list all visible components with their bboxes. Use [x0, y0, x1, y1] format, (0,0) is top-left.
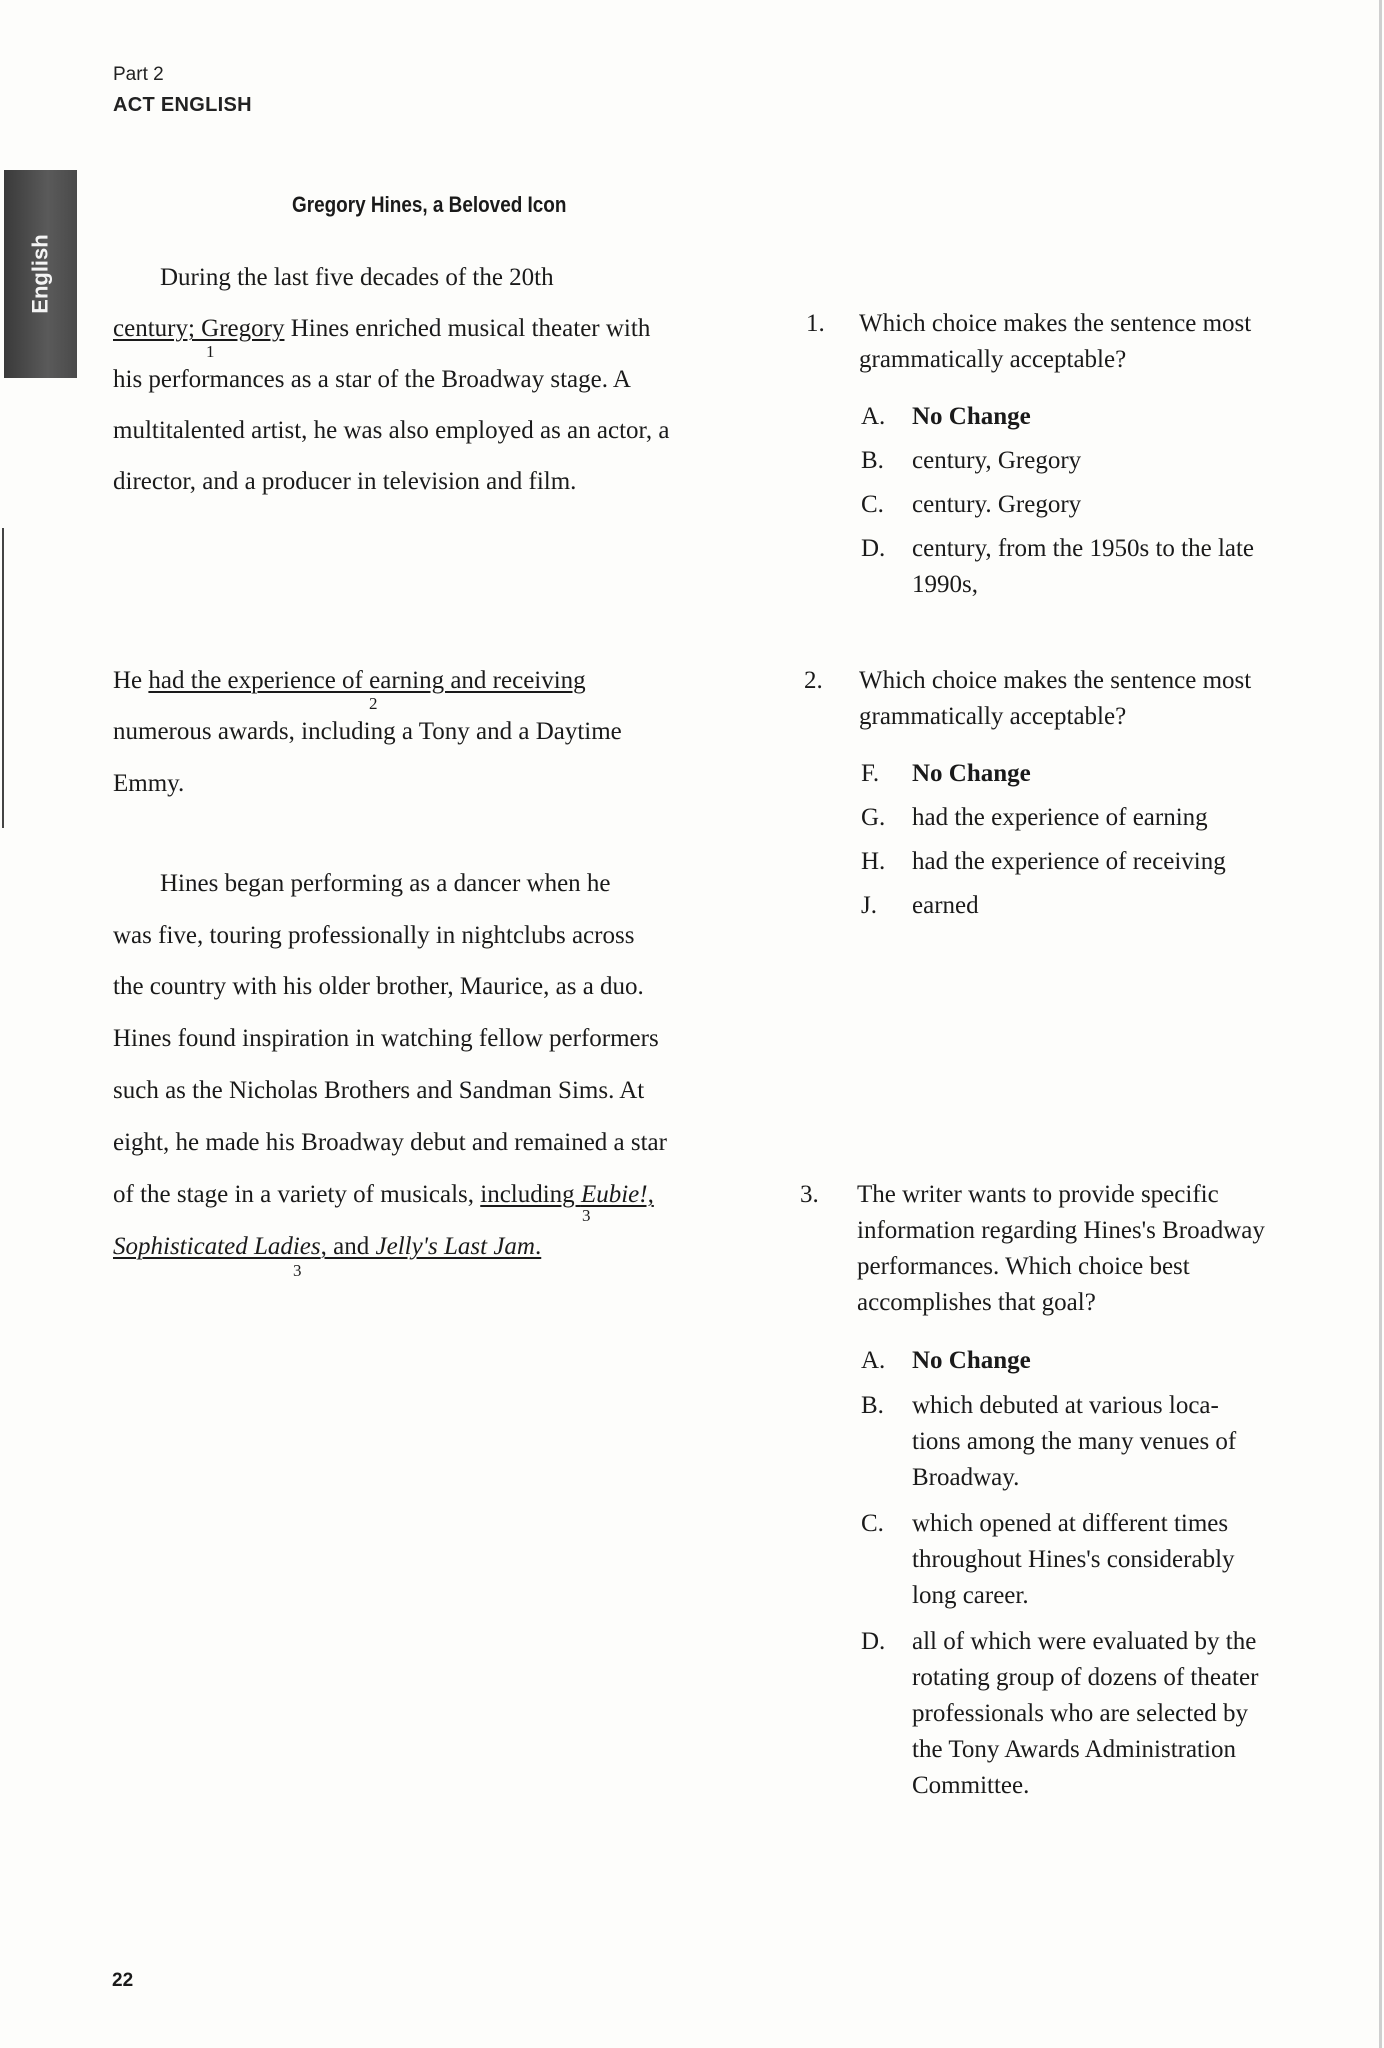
- option-letter[interactable]: B.: [861, 447, 884, 474]
- passage-line: numerous awards, including a Tony and a Daytime: [113, 718, 622, 745]
- option-text[interactable]: century. Gregory: [912, 491, 1082, 518]
- option-text[interactable]: Committee.: [912, 1772, 1030, 1799]
- question-number: 1.: [806, 310, 825, 337]
- passage-line: [113, 1233, 541, 1261]
- underlined-portion-1[interactable]: century; Gregory: [113, 315, 285, 342]
- header-section: ACT ENGLISH: [113, 94, 252, 116]
- passage-line: He had the experience of earning and receiving: [113, 667, 586, 694]
- option-letter[interactable]: G.: [861, 804, 886, 831]
- option-letter[interactable]: C.: [861, 491, 884, 518]
- question-stem: Which choice makes the sentence most: [859, 310, 1252, 337]
- option-text[interactable]: which opened at different times: [912, 1510, 1229, 1537]
- passage-line: century; Gregory Hines enriched musical theater with: [113, 315, 651, 342]
- question-stem: grammatically acceptable?: [859, 346, 1127, 373]
- page-edge: [1379, 0, 1382, 2048]
- passage-line: of the stage in a variety of musicals, including Eubie!,: [113, 1181, 654, 1208]
- option-letter[interactable]: A.: [861, 1347, 886, 1374]
- passage-line: multitalented artist, he was also employed as an actor, a: [113, 417, 670, 444]
- option-text[interactable]: rotating group of dozens of theater: [912, 1664, 1259, 1691]
- option-letter[interactable]: A.: [861, 403, 886, 430]
- option-letter[interactable]: B.: [861, 1392, 884, 1419]
- question-marker-3: 3: [582, 1206, 591, 1225]
- option-text[interactable]: the Tony Awards Administration: [912, 1736, 1236, 1763]
- question-number: 3.: [800, 1181, 819, 1208]
- option-text[interactable]: throughout Hines's considerably: [912, 1546, 1235, 1573]
- option-text[interactable]: tions among the many venues of: [912, 1428, 1237, 1455]
- option-text[interactable]: professionals who are selected by: [912, 1700, 1248, 1727]
- option-letter[interactable]: D.: [861, 535, 886, 562]
- side-tab-label: English: [27, 234, 53, 314]
- question-number: 2.: [804, 667, 823, 694]
- option-letter[interactable]: F.: [861, 760, 880, 787]
- option-text[interactable]: long career.: [912, 1582, 1029, 1609]
- passage-title: Gregory Hines, a Beloved Icon: [292, 192, 567, 217]
- underlined-portion-2[interactable]: had the experience of earning and receiving: [148, 667, 586, 694]
- header-part: Part 2: [113, 64, 164, 85]
- option-text[interactable]: had the experience of earning: [912, 804, 1208, 831]
- option-text[interactable]: Broadway.: [912, 1464, 1020, 1491]
- option-letter[interactable]: C.: [861, 1510, 884, 1537]
- question-marker-2: 2: [369, 694, 378, 713]
- option-text[interactable]: No Change: [912, 1347, 1031, 1374]
- option-text[interactable]: 1990s,: [912, 571, 978, 598]
- underlined-portion-3a[interactable]: including Eubie!,: [480, 1181, 654, 1208]
- passage-line: his performances as a star of the Broadway stage. A: [113, 366, 631, 393]
- passage-line: Emmy.: [113, 770, 185, 797]
- option-text[interactable]: century, Gregory: [912, 447, 1082, 474]
- option-letter[interactable]: H.: [861, 848, 886, 875]
- page-number: 22: [112, 1970, 134, 1991]
- option-letter[interactable]: J.: [861, 892, 877, 919]
- option-text[interactable]: which debuted at various loca-: [912, 1392, 1219, 1419]
- margin-rule: [2, 528, 4, 828]
- section-side-tab: [4, 170, 77, 378]
- underlined-portion-3b[interactable]: Sophisticated Ladies, and Jelly's Last Jam.: [113, 1233, 542, 1260]
- passage-line: was five, touring professionally in nightclubs across: [113, 922, 635, 949]
- passage-line: director, and a producer in television and film.: [113, 468, 577, 495]
- passage-line: eight, he made his Broadway debut and remained a star: [113, 1129, 667, 1156]
- option-text[interactable]: century, from the 1950s to the late: [912, 535, 1255, 562]
- option-text[interactable]: all of which were evaluated by the: [912, 1628, 1257, 1655]
- option-text[interactable]: No Change: [912, 403, 1031, 430]
- option-text[interactable]: earned: [912, 892, 979, 919]
- question-stem: performances. Which choice best: [857, 1253, 1190, 1280]
- option-text[interactable]: No Change: [912, 760, 1031, 787]
- question-stem: information regarding Hines's Broadway: [857, 1217, 1265, 1244]
- passage-line: such as the Nicholas Brothers and Sandman Sims. At: [113, 1077, 645, 1104]
- passage-line: During the last five decades of the 20th: [160, 264, 554, 291]
- passage-line: Hines found inspiration in watching fellow performers: [113, 1025, 659, 1052]
- question-marker-1: 1: [206, 342, 215, 361]
- passage-line: the country with his older brother, Maurice, as a duo.: [113, 973, 644, 1000]
- question-stem: accomplishes that goal?: [857, 1289, 1096, 1316]
- question-marker-3: 3: [293, 1261, 302, 1280]
- option-letter[interactable]: D.: [861, 1628, 886, 1655]
- question-stem: grammatically acceptable?: [859, 703, 1127, 730]
- option-text[interactable]: had the experience of receiving: [912, 848, 1226, 875]
- passage-line: Hines began performing as a dancer when he: [160, 870, 611, 897]
- question-stem: Which choice makes the sentence most: [859, 667, 1252, 694]
- question-stem: The writer wants to provide specific: [857, 1181, 1219, 1208]
